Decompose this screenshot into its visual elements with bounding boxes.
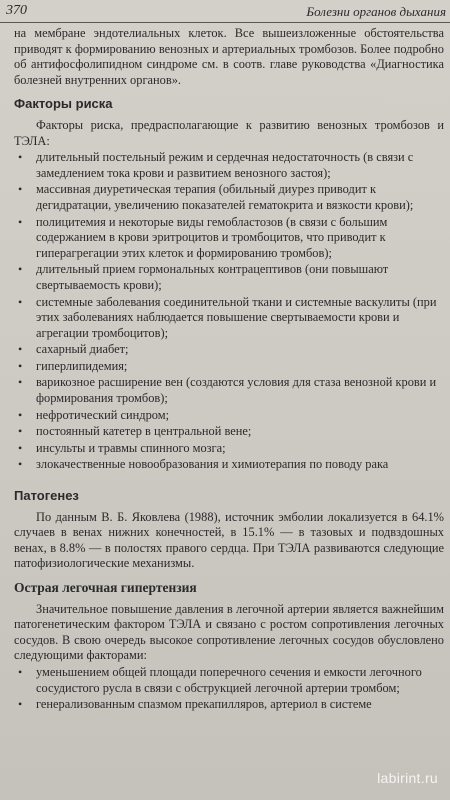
pathogenesis-paragraph: По данным В. Б. Яковлева (1988), источник эмболии локализуется в 64.1% случаев в венах нижних конечностей, в 15.1% — в тазовых и подвздошных венах, в 8.8% — в полостях правого сердца. При ТЭЛА развиваются следующие патофизиологические механизмы. bbox=[14, 509, 444, 571]
list-item-text: генерализованным спазмом прекапилляров, артериол в системе bbox=[36, 697, 372, 712]
list-item-text: сахарный диабет; bbox=[36, 342, 129, 357]
bullet-icon: • bbox=[18, 342, 23, 357]
page-number: 370 bbox=[6, 3, 27, 18]
list-item-text: длительный постельный режим и сердечная недостаточность (в связи с замедлением тока крови и развитием венозного застоя); bbox=[36, 150, 414, 180]
list-item bbox=[14, 697, 444, 713]
list-item-text: длительный прием гормональных контрацептивов (они повышают свертываемость крови); bbox=[36, 262, 389, 292]
bullet-icon: • bbox=[18, 457, 23, 472]
list-item bbox=[14, 150, 444, 181]
list-item-text: нефротический синдром; bbox=[36, 407, 170, 422]
page-body bbox=[14, 26, 444, 714]
hypertension-paragraph: Значительное повышение давления в легочной артерии является важнейшим патогенетическим фактором ТЭЛА и связано с ростом сопротивления легочных сосудов. В свою очередь высокое сопротивление легочных сосудов обусловлено следующими факторами: bbox=[14, 601, 444, 663]
risk-factors-lead: Факторы риска, предрасполагающие к развитию венозных тромбозов и ТЭЛА: bbox=[14, 117, 444, 148]
risk-factors-list bbox=[14, 150, 444, 473]
list-item bbox=[14, 441, 444, 457]
list-item bbox=[14, 457, 444, 473]
bullet-icon: • bbox=[18, 182, 23, 197]
bullet-icon: • bbox=[18, 262, 23, 277]
bullet-icon: • bbox=[18, 375, 23, 390]
bullet-icon: • bbox=[18, 294, 23, 309]
bullet-icon: • bbox=[18, 214, 23, 229]
bullet-icon: • bbox=[18, 407, 23, 422]
bullet-icon: • bbox=[18, 358, 23, 373]
watermark: labirint.ru bbox=[377, 770, 438, 786]
list-item-text: системные заболевания соединительной ткани и системные васкулиты (при этих заболеваниях наблюдается повышение свертываемости крови и агрегации тромбоцитов); bbox=[36, 294, 437, 340]
bullet-icon: • bbox=[18, 150, 23, 165]
pathogenesis-heading: Патогенез bbox=[14, 488, 79, 504]
bullet-icon: • bbox=[18, 424, 23, 439]
list-item bbox=[14, 262, 444, 293]
list-item-text: массивная диуретическая терапия (обильный диурез приводит к дегидратации, увеличению показателей гематокрита и вязкости крови); bbox=[36, 182, 414, 212]
list-item-text: гиперлипидемия; bbox=[36, 358, 128, 373]
hypertension-heading: Острая легочная гипертензия bbox=[14, 580, 197, 595]
list-item bbox=[14, 359, 444, 375]
list-item-text: уменьшением общей площади поперечного сечения и емкости легочного сосудистого русла в связи с обструкцией легочной артерии тромбом; bbox=[36, 664, 422, 695]
bullet-icon: • bbox=[18, 664, 23, 679]
list-item-text: полицитемия и некоторые виды гемобластозов (в связи с большим содержанием в крови эритроцитов и тромбоцитов, что приводит к гиперагрегации этих клеток и формированию тромбов); bbox=[36, 214, 388, 260]
list-item-text: инсульты и травмы спинного мозга; bbox=[36, 440, 226, 455]
list-item bbox=[14, 408, 444, 424]
list-item bbox=[14, 295, 444, 342]
running-title: Болезни органов дыхания bbox=[306, 4, 446, 19]
list-item bbox=[14, 375, 444, 406]
list-item bbox=[14, 665, 444, 696]
risk-factors-heading: Факторы риска bbox=[14, 96, 113, 112]
list-item bbox=[14, 342, 444, 358]
bullet-icon: • bbox=[18, 697, 23, 712]
page-header bbox=[0, 0, 450, 23]
list-item bbox=[14, 182, 444, 213]
list-item-text: постоянный катетер в центральной вене; bbox=[36, 424, 252, 439]
list-item bbox=[14, 215, 444, 262]
intro-paragraph: на мембране эндотелиальных клеток. Все вышеизложенные обстоятельства приводят к формированию венозных и артериальных тромбозов. Более подробно об антифосфолипидном синдроме см. в соотв. главе руководства «Диагностика болезней внутренних органов». bbox=[14, 26, 444, 87]
list-item bbox=[14, 424, 444, 440]
bullet-icon: • bbox=[18, 440, 23, 455]
hypertension-factors-list bbox=[14, 665, 444, 713]
list-item-text: варикозное расширение вен (создаются условия для стаза венозной крови и формирования тромбов); bbox=[36, 375, 437, 406]
list-item-text: злокачественные новообразования и химиотерапия по поводу рака bbox=[36, 457, 389, 472]
